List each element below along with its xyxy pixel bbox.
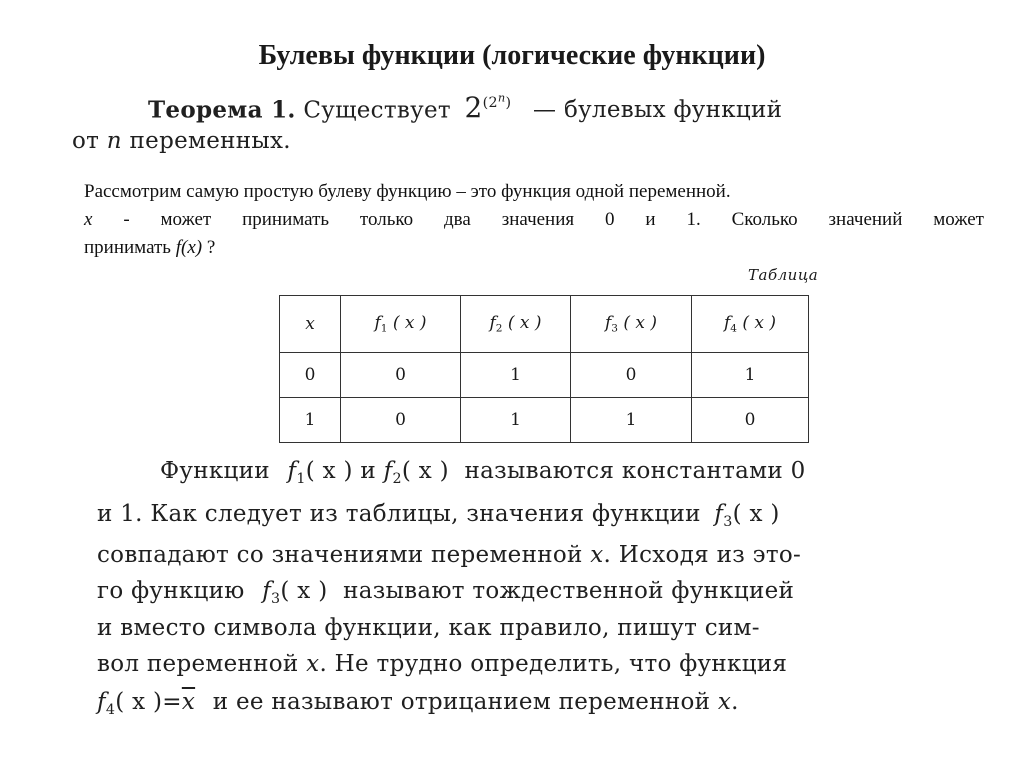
body-text: и ее называют отрицанием переменной: [212, 689, 711, 715]
body-line-4: [97, 578, 794, 607]
intro-word: принимать: [242, 209, 330, 230]
header-cell-x: [280, 296, 341, 353]
theorem-label: Теорема 1.: [148, 96, 296, 124]
intro-func-fx: f(x): [175, 237, 203, 258]
intro-line3-prefix: принимать: [84, 237, 171, 258]
table-cell: 1: [461, 398, 571, 443]
power-base: 2: [464, 91, 483, 125]
table-cell: 0: [571, 353, 692, 398]
power-exponent: [482, 90, 512, 111]
intro-word: 0: [605, 209, 615, 230]
body-text: вол переменной: [97, 651, 299, 677]
header-cell-f4: [692, 296, 809, 353]
intro-word: значения: [501, 209, 575, 230]
header-sub: 4: [730, 322, 737, 335]
body-line-6: [97, 651, 787, 677]
header-name: x: [305, 314, 315, 334]
power-exp-open: (2: [482, 94, 498, 111]
body-var-x: x: [306, 651, 320, 677]
theorem-text-after: — булевых функций: [533, 97, 783, 124]
intro-question-mark: ?: [206, 237, 216, 258]
intro-word: -: [123, 209, 130, 230]
table-cell: 0: [341, 353, 461, 398]
truth-table: [279, 295, 809, 443]
header-arg: ( x ): [742, 313, 777, 334]
body-line-3: [97, 542, 801, 568]
table-cell: 0: [280, 353, 341, 398]
table-cell: 0: [692, 398, 809, 443]
equals-sign: =: [162, 689, 182, 715]
theorem-line-1: [148, 90, 782, 124]
intro-word: может: [933, 209, 984, 230]
negated-x: $\overline{x}$: [181, 689, 196, 715]
body-text: и: [360, 458, 377, 484]
header-sub: 3: [611, 322, 618, 335]
intro-var-x: x: [84, 209, 93, 230]
table-row: [280, 353, 809, 398]
table-cell: 1: [692, 353, 809, 398]
intro-word: и: [645, 209, 656, 230]
intro-word: 1.: [686, 209, 701, 230]
power-exp-n: n: [497, 90, 506, 104]
header-name: f: [374, 313, 381, 334]
table-caption: Таблица: [748, 266, 819, 284]
func-f1: $f_1$( x ): [287, 458, 353, 487]
body-text: называют тождественной функцией: [343, 578, 795, 604]
table-cell: 1: [280, 398, 341, 443]
table-cell: 0: [341, 398, 461, 443]
body-text: . Исходя из это-: [603, 542, 802, 568]
header-sub: 1: [380, 322, 388, 335]
body-text: Функции: [160, 458, 270, 484]
header-arg: ( x ): [507, 313, 542, 334]
intro-word: может: [160, 209, 212, 230]
theorem-line2-suffix: переменных.: [129, 128, 291, 154]
page-title: Булевы функции (логические функции): [258, 40, 766, 71]
intro-line-2: [84, 209, 984, 231]
intro-word: два: [444, 209, 471, 230]
func-f2: $f_2$( x ): [383, 458, 449, 487]
theorem-line2-prefix: от: [72, 128, 100, 154]
body-text: совпадают со значениями переменной: [97, 542, 583, 568]
func-f4: $f_4$( x ): [97, 689, 163, 718]
header-cell-f3: [571, 296, 692, 353]
theorem-line2-var: n: [106, 128, 122, 154]
intro-line-3: [84, 237, 215, 259]
body-line-7: [97, 689, 739, 718]
func-f3: $f_3$( x ): [262, 578, 328, 607]
table-cell: 1: [571, 398, 692, 443]
header-arg: ( x ): [392, 313, 427, 334]
body-line-1: [160, 458, 806, 487]
header-name: f: [723, 313, 731, 334]
header-cell-f2: [461, 296, 571, 353]
table-header-row: [280, 296, 809, 353]
theorem-line-2: [72, 128, 291, 154]
body-text: го функцию: [97, 578, 245, 604]
header-cell-f1: [341, 296, 461, 353]
intro-word: значений: [828, 209, 903, 230]
body-line-5: и вместо символа функции, как правило, пишут сим-: [97, 615, 760, 641]
theorem-text-before: Существует: [303, 97, 451, 124]
func-f3: $f_3$( x ): [714, 501, 780, 530]
header-sub: 2: [495, 322, 503, 335]
body-text: .: [731, 689, 739, 715]
body-text: и 1. Как следует из таблицы, значения функции: [97, 501, 701, 527]
body-var-x: x: [590, 542, 604, 568]
body-line-2: [97, 501, 780, 530]
body-var-x: x: [717, 689, 732, 715]
header-arg: ( x ): [623, 313, 658, 334]
body-text: называются константами 0: [464, 458, 806, 484]
table-row: [280, 398, 809, 443]
intro-line-1: Рассмотрим самую простую булеву функцию – это функция одной переменной.: [84, 181, 731, 202]
intro-word: только: [359, 209, 414, 230]
intro-word: Сколько: [731, 209, 798, 230]
header-name: f: [489, 313, 496, 334]
body-text: . Не трудно определить, что функция: [319, 651, 788, 677]
table-cell: 1: [461, 353, 571, 398]
header-name: f: [604, 313, 612, 334]
power-exp-close: ): [505, 94, 512, 111]
